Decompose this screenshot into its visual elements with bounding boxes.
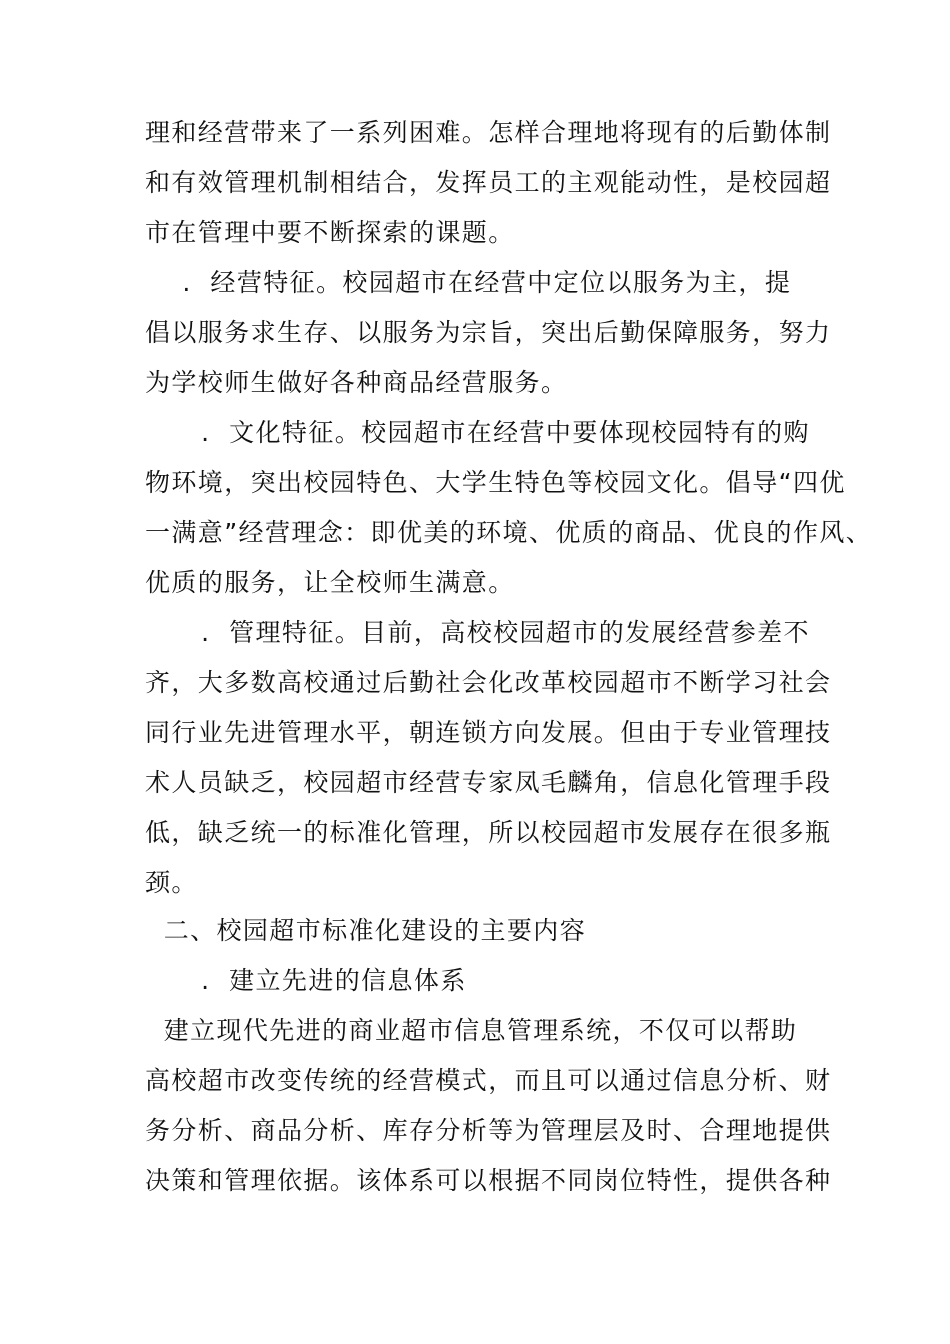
text-line: 同行业先进管理水平，朝连锁方向发展。但由于专业管理技 xyxy=(145,718,832,747)
text-line: 务分析、商品分析、库存分析等为管理层及时、合理地提供 xyxy=(145,1116,832,1145)
text-line: 建立现代先进的商业超市信息管理系统，不仅可以帮助 xyxy=(145,1016,798,1045)
text-line: 倡以服务求生存、以服务为宗旨，突出后勤保障服务，努力 xyxy=(145,318,832,347)
text-line: 决策和管理依据。该体系可以根据不同岗位特性，提供各种 xyxy=(145,1166,832,1195)
subsection-heading: . 建立先进的信息体系 xyxy=(145,966,467,995)
text-line: 物环境，突出校园特色、大学生特色等校园文化。倡导“四优 xyxy=(145,468,846,497)
text-line: 为学校师生做好各种商品经营服务。 xyxy=(145,368,568,397)
text-line: 低，缺乏统一的标准化管理，所以校园超市发展存在很多瓶 xyxy=(145,818,832,847)
text-line: . 文化特征。校园超市在经营中要体现校园特有的购 xyxy=(145,418,810,447)
text-line: 颈。 xyxy=(145,868,198,897)
text-line: 和有效管理机制相结合，发挥员工的主观能动性，是校园超 xyxy=(145,168,832,197)
text-line: 理和经营带来了一系列困难。怎样合理地将现有的后勤体制 xyxy=(145,118,832,147)
section-heading: 二、校园超市标准化建设的主要内容 xyxy=(145,916,587,945)
text-line: 术人员缺乏，校园超市经营专家凤毛麟角，信息化管理手段 xyxy=(145,768,832,797)
text-line: . 管理特征。目前，高校校园超市的发展经营参差不 xyxy=(145,618,810,647)
text-line: 市在管理中要不断探索的课题。 xyxy=(145,218,515,247)
text-line: 一满意”经营理念：即优美的环境、优质的商品、优良的作风、 xyxy=(145,518,873,547)
text-line: . 经营特征。校园超市在经营中定位以服务为主，提 xyxy=(145,268,792,297)
text-line: 高校超市改变传统的经营模式，而且可以通过信息分析、财 xyxy=(145,1066,832,1095)
text-line: 齐，大多数高校通过后勤社会化改革校园超市不断学习社会 xyxy=(145,668,832,697)
text-line: 优质的服务，让全校师生满意。 xyxy=(145,568,515,597)
